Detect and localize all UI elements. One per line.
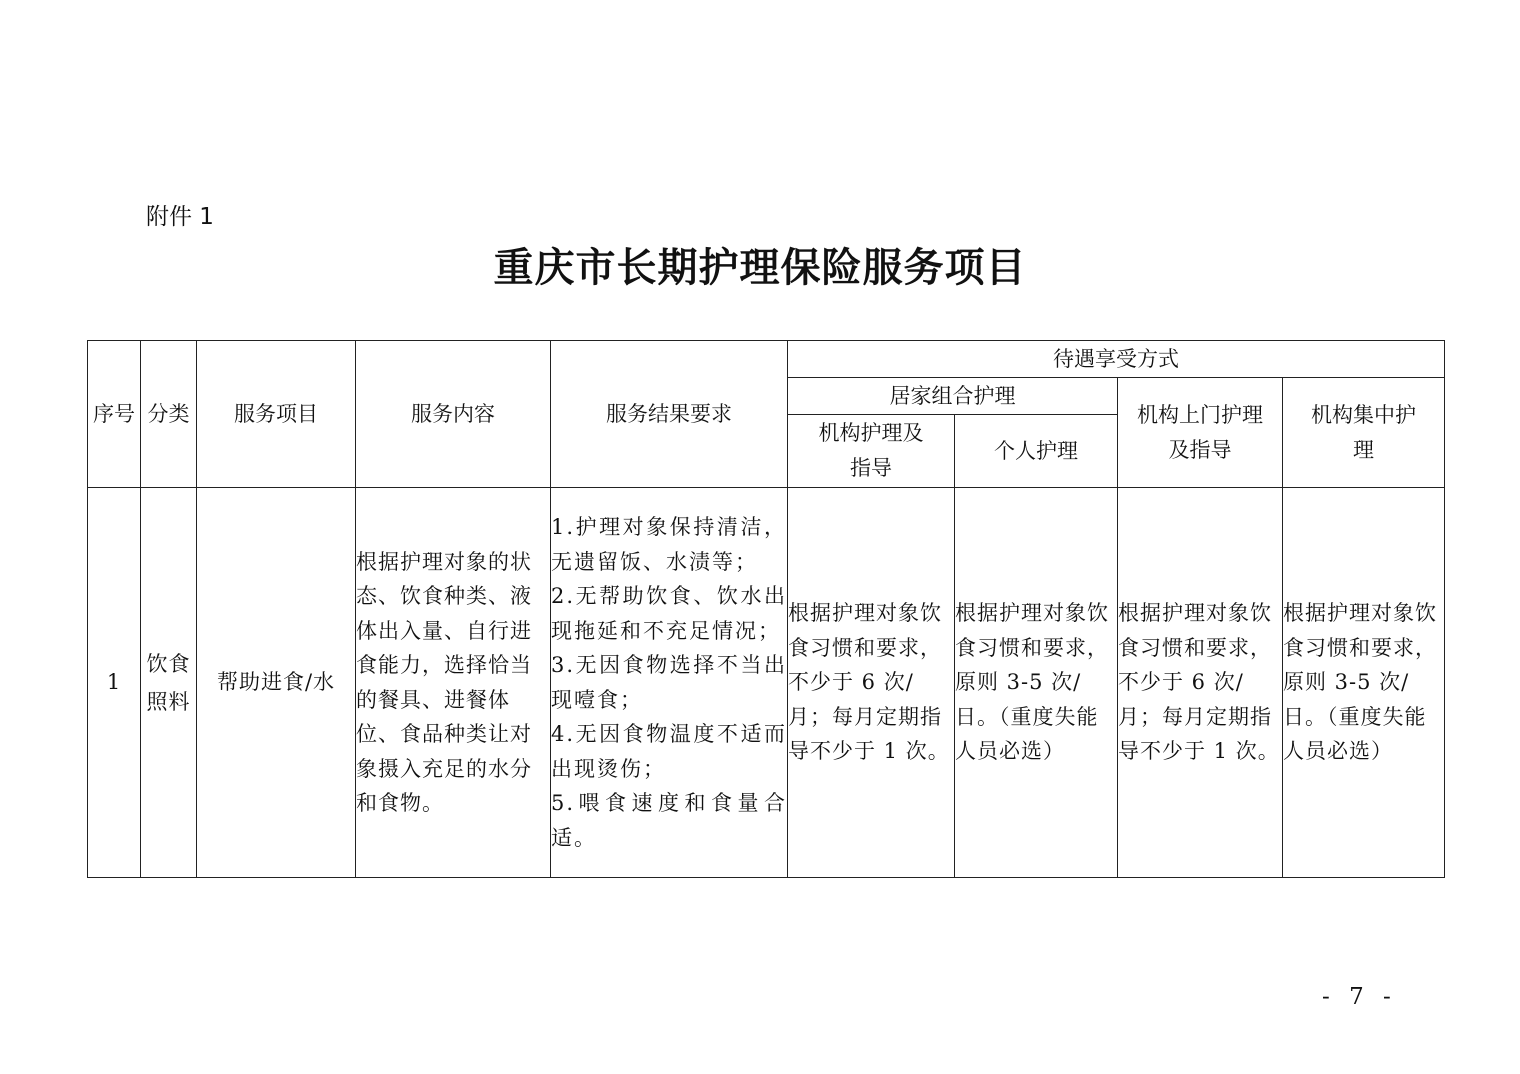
row-personal-care: 根据护理对象饮食习惯和要求，原则 3-5 次/日。（重度失能人员必选） bbox=[955, 488, 1118, 878]
document-title: 重庆市长期护理保险服务项目 bbox=[493, 244, 1027, 291]
header-benefit-mode: 待遇享受方式 bbox=[788, 341, 1445, 378]
requirement-item: 2.无帮助饮食、饮水出现拖延和不充足情况； bbox=[551, 584, 787, 643]
row-result-requirement bbox=[551, 488, 788, 878]
requirement-item: 1.护理对象保持清洁，无遗留饭、水渍等； bbox=[551, 515, 787, 574]
requirement-item: 5.喂食速度和食量合适。 bbox=[551, 791, 787, 850]
header-inst-care-guidance: 机构护理及指导 bbox=[788, 415, 955, 488]
row-inst-centralized: 根据护理对象饮食习惯和要求，原则 3-5 次/日。（重度失能人员必选） bbox=[1283, 488, 1445, 878]
requirement-item: 4.无因食物温度不适而出现烫伤； bbox=[551, 722, 787, 781]
requirement-item: 3.无因食物选择不当出现噎食； bbox=[551, 653, 787, 712]
service-items-table bbox=[87, 340, 1445, 878]
table-row bbox=[88, 488, 1445, 878]
header-result-requirement: 服务结果要求 bbox=[551, 341, 788, 488]
header-inst-home-visit: 机构上门护理及指导 bbox=[1118, 378, 1283, 488]
row-seq: 1 bbox=[88, 488, 141, 878]
header-service-content: 服务内容 bbox=[356, 341, 551, 488]
row-category: 饮食照料 bbox=[141, 488, 197, 878]
header-home-combined-care: 居家组合护理 bbox=[788, 378, 1118, 415]
row-inst-home-visit: 根据护理对象饮食习惯和要求，不少于 6 次/月；每月定期指导不少于 1 次。 bbox=[1118, 488, 1283, 878]
header-personal-care: 个人护理 bbox=[955, 415, 1118, 488]
page-number: - 7 - bbox=[1322, 984, 1397, 1010]
header-inst-centralized: 机构集中护理 bbox=[1283, 378, 1445, 488]
header-seq: 序号 bbox=[88, 341, 141, 488]
header-service-item: 服务项目 bbox=[197, 341, 356, 488]
row-service-content: 根据护理对象的状态、饮食种类、液体出入量、自行进食能力，选择恰当的餐具、进餐体位、食品种类让对象摄入充足的水分和食物。 bbox=[356, 488, 551, 878]
attachment-label: 附件 1 bbox=[146, 204, 214, 230]
row-inst-care-guidance: 根据护理对象饮食习惯和要求，不少于 6 次/月；每月定期指导不少于 1 次。 bbox=[788, 488, 955, 878]
row-service-item: 帮助进食/水 bbox=[197, 488, 356, 878]
header-category: 分类 bbox=[141, 341, 197, 488]
